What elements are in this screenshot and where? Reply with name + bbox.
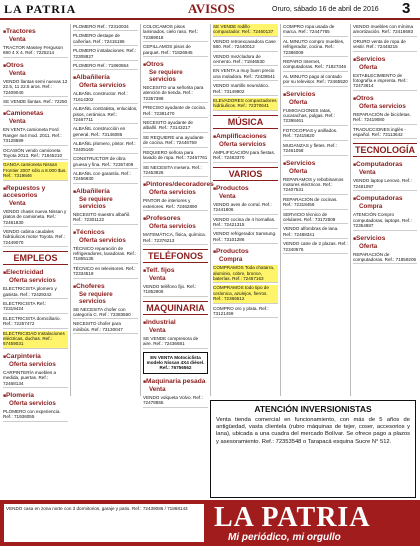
section-band: EMPLEOS (3, 251, 68, 265)
category-heading: ■ Profesores (143, 215, 208, 222)
ads-column-1 (3, 24, 68, 420)
classified-ad: REPARACIÓN de bicicletas. Ref.: 72419080 (353, 112, 417, 125)
boxed-ad: EN VENTA Motociclista modelo Nissan 4X4 diésel. Ref.: 76756562 (143, 352, 208, 374)
classified-ad: PLOMERO Ref.: 71860554 (73, 63, 138, 70)
classified-ad: ELECTRICISTA plomero y gasista. Ref.: 72429242 (3, 286, 68, 299)
classified-ad: SE VENDE compresora de aire. Ref.: 72436681 (143, 336, 208, 349)
classified-ad: PLOMERO con experiencia. Ref.: 71936055 (3, 409, 68, 422)
footer-ad: VENDO casa en zona norte con 3 dormitorios, garaje y patio. Ref.: 72439086 / 71868143 (4, 504, 204, 542)
category-heading: ■ Servicios (353, 235, 417, 242)
page-number: 3 (402, 0, 411, 17)
highlighted-ad: ELECTRICIDAD Instalaciones eléctricas, duchas. Ref.: 67459031 (3, 331, 68, 349)
classified-ad: TRACTOR Massey Ferguson 690 4 X 4. Ref.: 7225214 (3, 45, 68, 58)
subcategory-heading: Oferta (289, 167, 308, 175)
category-heading: ■ Otros (143, 61, 208, 68)
subcategory-heading: Oferta (359, 242, 378, 250)
category-heading: ■ Camionetas (3, 110, 68, 117)
category-heading: ■ Productos (213, 248, 278, 255)
classified-ad: VENDO llantas semi nuevas 12 22.5, 11 22.5 aros. Ref.: 72409040 (3, 79, 68, 97)
classified-ad: VENDO cocina de 4 hornallas. Ref.: 72421315 (213, 217, 278, 230)
classified-ad: EN VENTA camioneta Ford Ranger 4x4 mod. 2011. Ref.: 73128689 (3, 127, 68, 145)
category-heading: ■ Carpintería (3, 353, 68, 360)
classified-ad: MATEMÁTICA, física, química. Ref.: 72376213 (143, 232, 208, 245)
subcategory-heading: Oferta servicios (219, 140, 266, 148)
classified-ad: VENDO martillo neumático. Ref.: 73149902 (213, 83, 278, 96)
subcategory-heading: Venta (219, 192, 236, 200)
classified-ad: NECESITO maestro albañil. Ref.: 72301122 (73, 212, 138, 225)
classified-ad: ALBAÑIL constructor. Ref.: 71614302 (73, 91, 138, 104)
subcategory-heading: Oferta servicios (359, 102, 406, 110)
ads-column-2 (73, 24, 138, 396)
ads-column-5 (283, 24, 348, 396)
classified-ad: REQUIERO señora para lavado de ropa. Ref.: 72467761 (143, 150, 208, 163)
classified-ad: VENDO retroexcavadora Case 580. Ref.: 72440012 (213, 39, 278, 52)
classified-ad: ALBAÑIL con garantía. Ref.: 72456930 (73, 171, 138, 184)
classified-ad: ELECTRICISTA Ref.: 72319424 (3, 301, 68, 314)
classified-ad: ALBAÑIL plomero, pintor. Ref.: 72405160 (73, 141, 138, 154)
classified-ad: COMPRO oro y plata. Ref.: 73121459 (213, 306, 278, 319)
footer-slogan: Mi periódico, mi orgullo (228, 532, 341, 543)
category-heading: ■ Albañilería (73, 74, 138, 81)
classified-ad: SE NECESITA mesera. Ref.: 72453826 (143, 165, 208, 178)
classified-ad: CARPINTERÍA muebles a medida, puertas. Ref.: 72468134 (3, 370, 68, 388)
subcategory-heading: Oferta servicios (149, 189, 196, 197)
classified-ad: TÉCNICO reparación de refrigeradores, lavadoras. Ref.: 71865135 (73, 246, 138, 264)
category-heading: ■ Maquinaria pesada (143, 378, 208, 385)
highlighted-ad: COMPRAMOS Toda chatarra, aluminio, cobre, bronce, baterías. Ref.: 72457163 (213, 265, 278, 283)
category-heading: ■ Amplificaciones (213, 133, 278, 140)
ads-column-6 (353, 24, 417, 396)
classified-ad: VENDO chasis nueva Nissan y platos de camioneta. Ref.: 72461830 (3, 209, 68, 227)
subcategory-heading: Venta (149, 326, 166, 334)
category-heading: ■ Industrial (143, 319, 208, 326)
category-heading: ■ Servicios (283, 91, 348, 98)
subcategory-heading: Oferta servicios (9, 400, 56, 407)
category-heading: ■ Computadoras (353, 195, 417, 202)
classified-ad: FOTOCOPIAS y anillados. Ref.: 72415620 (283, 128, 348, 141)
subcategory-heading: Se requiere servicios (79, 195, 113, 210)
classified-ad: VENDO mezcladora de cemento. Ref.: 71846530 (213, 54, 278, 67)
category-heading: ■ Plomería (3, 392, 68, 399)
investors-notice-box (210, 400, 416, 498)
classified-ad: VENDO laptop Lenovo. Ref.: 72481097 (353, 178, 417, 191)
classified-ad: ALBAÑIL construcción en general. Ref.: 73146085 (73, 126, 138, 139)
section-band: MAQUINARIA (143, 301, 208, 315)
category-heading: ■ Servicios (283, 160, 348, 167)
footer-logo: LA PATRIA (214, 502, 371, 533)
column-divider (210, 24, 211, 396)
column-divider (140, 24, 141, 396)
highlighted-ad: COMPRAMOS todo tipo de cerámica, azulejos, fierros. Ref.: 72366512 (213, 285, 278, 303)
classified-ad: VENDO aves de corral. Ref.: 72441806 (213, 202, 278, 215)
classified-ad: PINTOR de interiores y exteriores. Ref.: 72462890 (143, 198, 208, 211)
category-heading: ■ Choferes (73, 283, 138, 290)
ads-column-4 (213, 24, 278, 396)
category-heading: ■ Computadoras (353, 161, 417, 168)
issue-date: Oruro, sábado 16 de abril de 2016 (272, 6, 379, 13)
classified-ad: TÉCNICO en televisores. Ref.: 72334519 (73, 266, 138, 279)
category-heading: ■ Electricidad (3, 269, 68, 276)
classified-ad: ALBAÑIL contratista, enlucidos, pisos, cerámica. Ref.: 72467711 (73, 106, 138, 124)
classified-ad: NECESITO chofer para minibús. Ref.: 73130047 (73, 321, 138, 334)
classified-ad: CEPILLAMOS pisos de parquet. Ref.: 71826945 (143, 44, 208, 57)
subcategory-heading: Venta (149, 274, 166, 282)
classified-ad: REPARO Internet, computadoras. Ref.: 71827346 (283, 59, 348, 72)
section-band: MÚSICA (213, 115, 278, 129)
category-heading: ■ Pintores/decoradores (143, 181, 208, 188)
section-band: VARIOS (213, 167, 278, 181)
classified-ad: VENDO volqueta Volvo. Ref.: 72478855 (143, 395, 208, 408)
investors-notice-body: Venta tienda comercial en funcionamiento, con más de 5 años de antigüedad, vasta clientela (rubro máquinas de tejer, coser, accesorios y lana), ubicada a una cuadra del mercado Bolívar. Se ofrece pago a plazos y asesoramiento. Ref.: 72353548 o Tarapacá esquina Sucre N° 512. (216, 417, 410, 445)
category-heading: ■ Productos (213, 185, 278, 192)
category-heading: ■ Otros (3, 62, 68, 69)
category-heading: ■ Albañilería (73, 188, 138, 195)
classified-ad: SE VENDE llantas. Ref.: 72250 (3, 99, 68, 106)
column-divider (280, 24, 281, 396)
highlighted-ad: GANGA camioneta Nissan Frontier 2007 sólo a 8.000 $us. Ref.: 7319846 (3, 162, 68, 180)
classified-ad: TRADUCCIONES inglés - español. Ref.: 73113642 (353, 127, 417, 140)
classified-ad: AL MINUTO pago al contado por su televisor. Ref.: 72465520 (283, 74, 348, 87)
classified-ad: COLOCAMOS pisos laminados, cielo raso. Ref.: 72389018 (143, 24, 208, 42)
subcategory-heading: Venta (9, 69, 26, 77)
subcategory-heading: Oferta servicios (9, 360, 56, 368)
column-divider (70, 24, 71, 396)
classified-ad: VENDO cabina caudales hidráulicos motor Toyota. Ref.: 72449070 (3, 229, 68, 247)
classified-ad: REPARACIÓN de computadoras. Ref.: 71859206 (353, 252, 417, 265)
classified-ad: REPARAMOS y rebobinamos motores eléctricos. Ref.: 72407531 (283, 177, 348, 195)
classified-ad: ESTABLECIMIENTO de fotografía e imprenta. Ref.: 72473614 (353, 73, 417, 91)
classified-ad: CONSTRUCTOR de obra gruesa y fina. Ref.: 72357409 (73, 156, 138, 169)
classified-ad: NECESITO ayudante de albañil. Ref.: 73143217 (143, 120, 208, 133)
subcategory-heading: Venta (9, 199, 26, 207)
classified-ad: ORURO venta de ropa de vestir. Ref.: 72448215 (353, 39, 417, 52)
classified-ad: PRECISO ayudante de cocina. Ref.: 72381470 (143, 105, 208, 118)
section-band: TELÉFONOS (143, 249, 208, 263)
classified-ad: VENDO teléfono fijo. Ref.: 71852906 (143, 284, 208, 297)
classified-ad: FUMIGACIONES ratas, cucarachas, pulgas. Ref.: 72398461 (283, 108, 348, 126)
investors-notice-title: ATENCIÓN INVERSIONISTAS (254, 404, 372, 414)
classified-ad: OCASIÓN vendo camioneta Toyota 2013. Ref.: 71845210 (3, 148, 68, 161)
subcategory-heading: Venta (359, 169, 376, 177)
highlighted-ad: SE VENDE rodillo compactador. Ref.: 72460137 (213, 24, 278, 37)
classified-ad: SE NECESITA chofer con categoría C. Ref.: 72383560 (73, 307, 138, 320)
classified-ad: SERVICIO técnico de celulares. Ref.: 73172509 (283, 212, 348, 225)
classified-ad: EN VENTA a muy buen precio una moladora. Ref.: 72439541 (213, 68, 278, 81)
section-band: TECNOLOGÍA (355, 145, 415, 156)
subcategory-heading: Oferta servicios (79, 236, 126, 244)
category-heading: ■ Tractores (3, 28, 68, 35)
page-header (0, 0, 420, 20)
ads-column-3 (143, 24, 214, 406)
classified-ad: MUDANZAS y fletes. Ref.: 72461058 (283, 143, 348, 156)
classified-ad: COMPRO ropa usada de marca. Ref.: 72447765 (283, 24, 348, 37)
subcategory-heading: Compra (219, 256, 243, 264)
page-footer-banner (0, 500, 420, 546)
classified-ad: NECESITO una señorita para atención de tienda. Ref.: 72357398 (143, 85, 208, 103)
classified-ad: AMPLIFICACIÓN para fiestas. Ref.: 72483370 (213, 150, 278, 163)
subcategory-heading: Oferta servicios (79, 82, 126, 90)
classified-ad: VENDO refrigerador Samsung. Ref.: 73101286 (213, 231, 278, 244)
newspaper-logo: LA PATRIA (4, 2, 77, 16)
classified-ad: AL MINUTO compro muebles, refrigerador, cocina. Ref.: 72386009 (283, 39, 348, 57)
section-title: AVISOS (188, 1, 235, 16)
classified-ad: SE REQUIERE una ayudante de cocina. Ref.: 72446759 (143, 135, 208, 148)
classified-ad: VENDO alfombras de lana. Ref.: 72488341 (283, 226, 348, 239)
classified-ad: PLOMERO Ref.: 72310034 (73, 24, 138, 31)
subcategory-heading: Venta (9, 118, 26, 126)
category-heading: ■ Repuestos y accesorios (3, 185, 68, 199)
category-heading: ■ Otros (353, 95, 417, 102)
classified-ad: VENDO muebles con mínima amortización. Ref.: 72416693 (353, 24, 417, 37)
subcategory-heading: Se requiere servicios (149, 69, 183, 84)
subcategory-heading: Oferta (359, 63, 378, 71)
category-heading: ■ Técnicos (73, 229, 138, 236)
subcategory-heading: Oferta servicios (149, 223, 196, 231)
category-heading: ■ Telf. fijos (143, 267, 208, 274)
subcategory-heading: Venta (9, 36, 26, 43)
subcategory-heading: Compra (359, 203, 383, 211)
highlighted-ad: ELEVADORES compactadores hidráulicos. Ref.: 72370641 (213, 98, 278, 111)
classified-ad: ELECTRICISTA domiciliario. Ref.: 72257472 (3, 316, 68, 329)
classified-ad: PLOMERO destape de cañerías. Ref.: 72415196 (73, 33, 138, 46)
category-heading: ■ Servicios (353, 56, 417, 63)
classified-ad: PLOMERO instalaciones. Ref.: 72308827 (73, 48, 138, 61)
subcategory-heading: Venta (149, 385, 166, 393)
subcategory-heading: Oferta servicios (9, 277, 56, 285)
subcategory-heading: Oferta (289, 98, 308, 106)
classified-ad: ATENCIÓN Compro computadoras, laptops. Ref.: 72354887 (353, 212, 417, 230)
classified-ad: REPARACIÓN de cocinas. Ref.: 72318456 (283, 197, 348, 210)
classified-ad: VENDO catre de 2 plazas. Ref.: 72340576 (283, 241, 348, 254)
subcategory-heading: Se requiere servicios (79, 290, 113, 305)
column-divider (350, 24, 351, 396)
